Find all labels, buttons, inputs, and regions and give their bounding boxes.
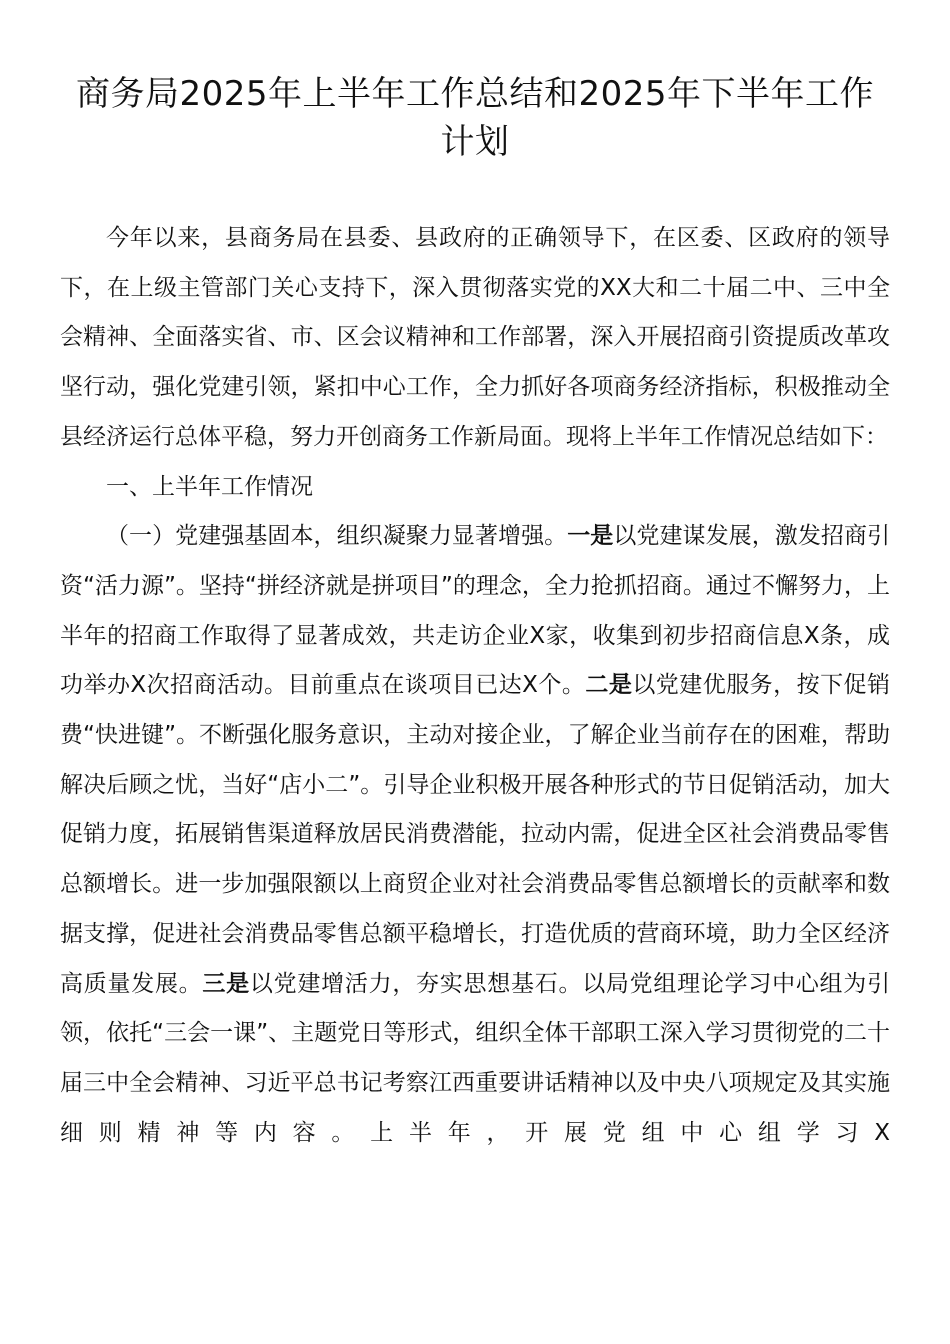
document-title: 商务局2025年上半年工作总结和2025年下半年工作计划 [75,74,875,162]
lead-second: 二是 [585,672,633,699]
lead-first: 一是 [567,523,614,550]
first-point-text: 以党建谋发展，激发招商引资“活力源”。坚持“拼经济就是拼项目”的理念，全力抢抓招商。通过不懈努力，上半年的招商工作取得了显著成效，共走访企业X家，收集到初步招商信息X条，成功举办X次招商活动。目前重点在谈项目已达X个。 [60,523,891,699]
document-body [60,214,890,1158]
intro-paragraph: 今年以来，县商务局在县委、县政府的正确领导下，在区委、区政府的领导下，在上级主管部门关心支持下，深入贯彻落实党的XX大和二十届二中、三中全会精神、全面落实省、市、区会议精神和工作部署，深入开展招商引资提质改革攻坚行动，强化党建引领，紧扣中心工作，全力抓好各项商务经济指标，积极推动全县经济运行总体平稳，努力开创商务工作新局面。现将上半年工作情况总结如下： [60,225,890,450]
lead-third: 三是 [202,970,250,997]
second-point-text: 以党建优服务，按下促销费“快进键”。不断强化服务意识，主动对接企业，了解企业当前存在的困难，帮助解决后顾之忧，当好“店小二”。引导企业积极开展各种形式的节日促销活动，加大促销力度，拓展销售渠道释放居民消费潜能，拉动内需，促进全区社会消费品零售总额增长。进一步加强限额以上商贸企业对社会消费品零售总额增长的贡献率和数据支撑，促进社会消费品零售总额平稳增长，打造优质的营商环境，助力全区经济高质量发展。 [60,672,891,997]
section1-paragraph [60,512,890,1158]
third-point-text: 以党建增活力，夯实思想基石。以局党组理论学习中心组为引领，依托“三会一课”、主题党日等形式，组织全体干部职工深入学习贯彻党的二十届三中全会精神、习近平总书记考察江西重要讲话精神以及中央八项规定及其实施细则精神等内容。上半年，开展党组中心组学习X [60,970,891,1146]
section-heading: 一、上半年工作情况 [106,473,313,500]
section1-heading: （一）党建强基固本，组织凝聚力显著增强。 [106,523,568,550]
